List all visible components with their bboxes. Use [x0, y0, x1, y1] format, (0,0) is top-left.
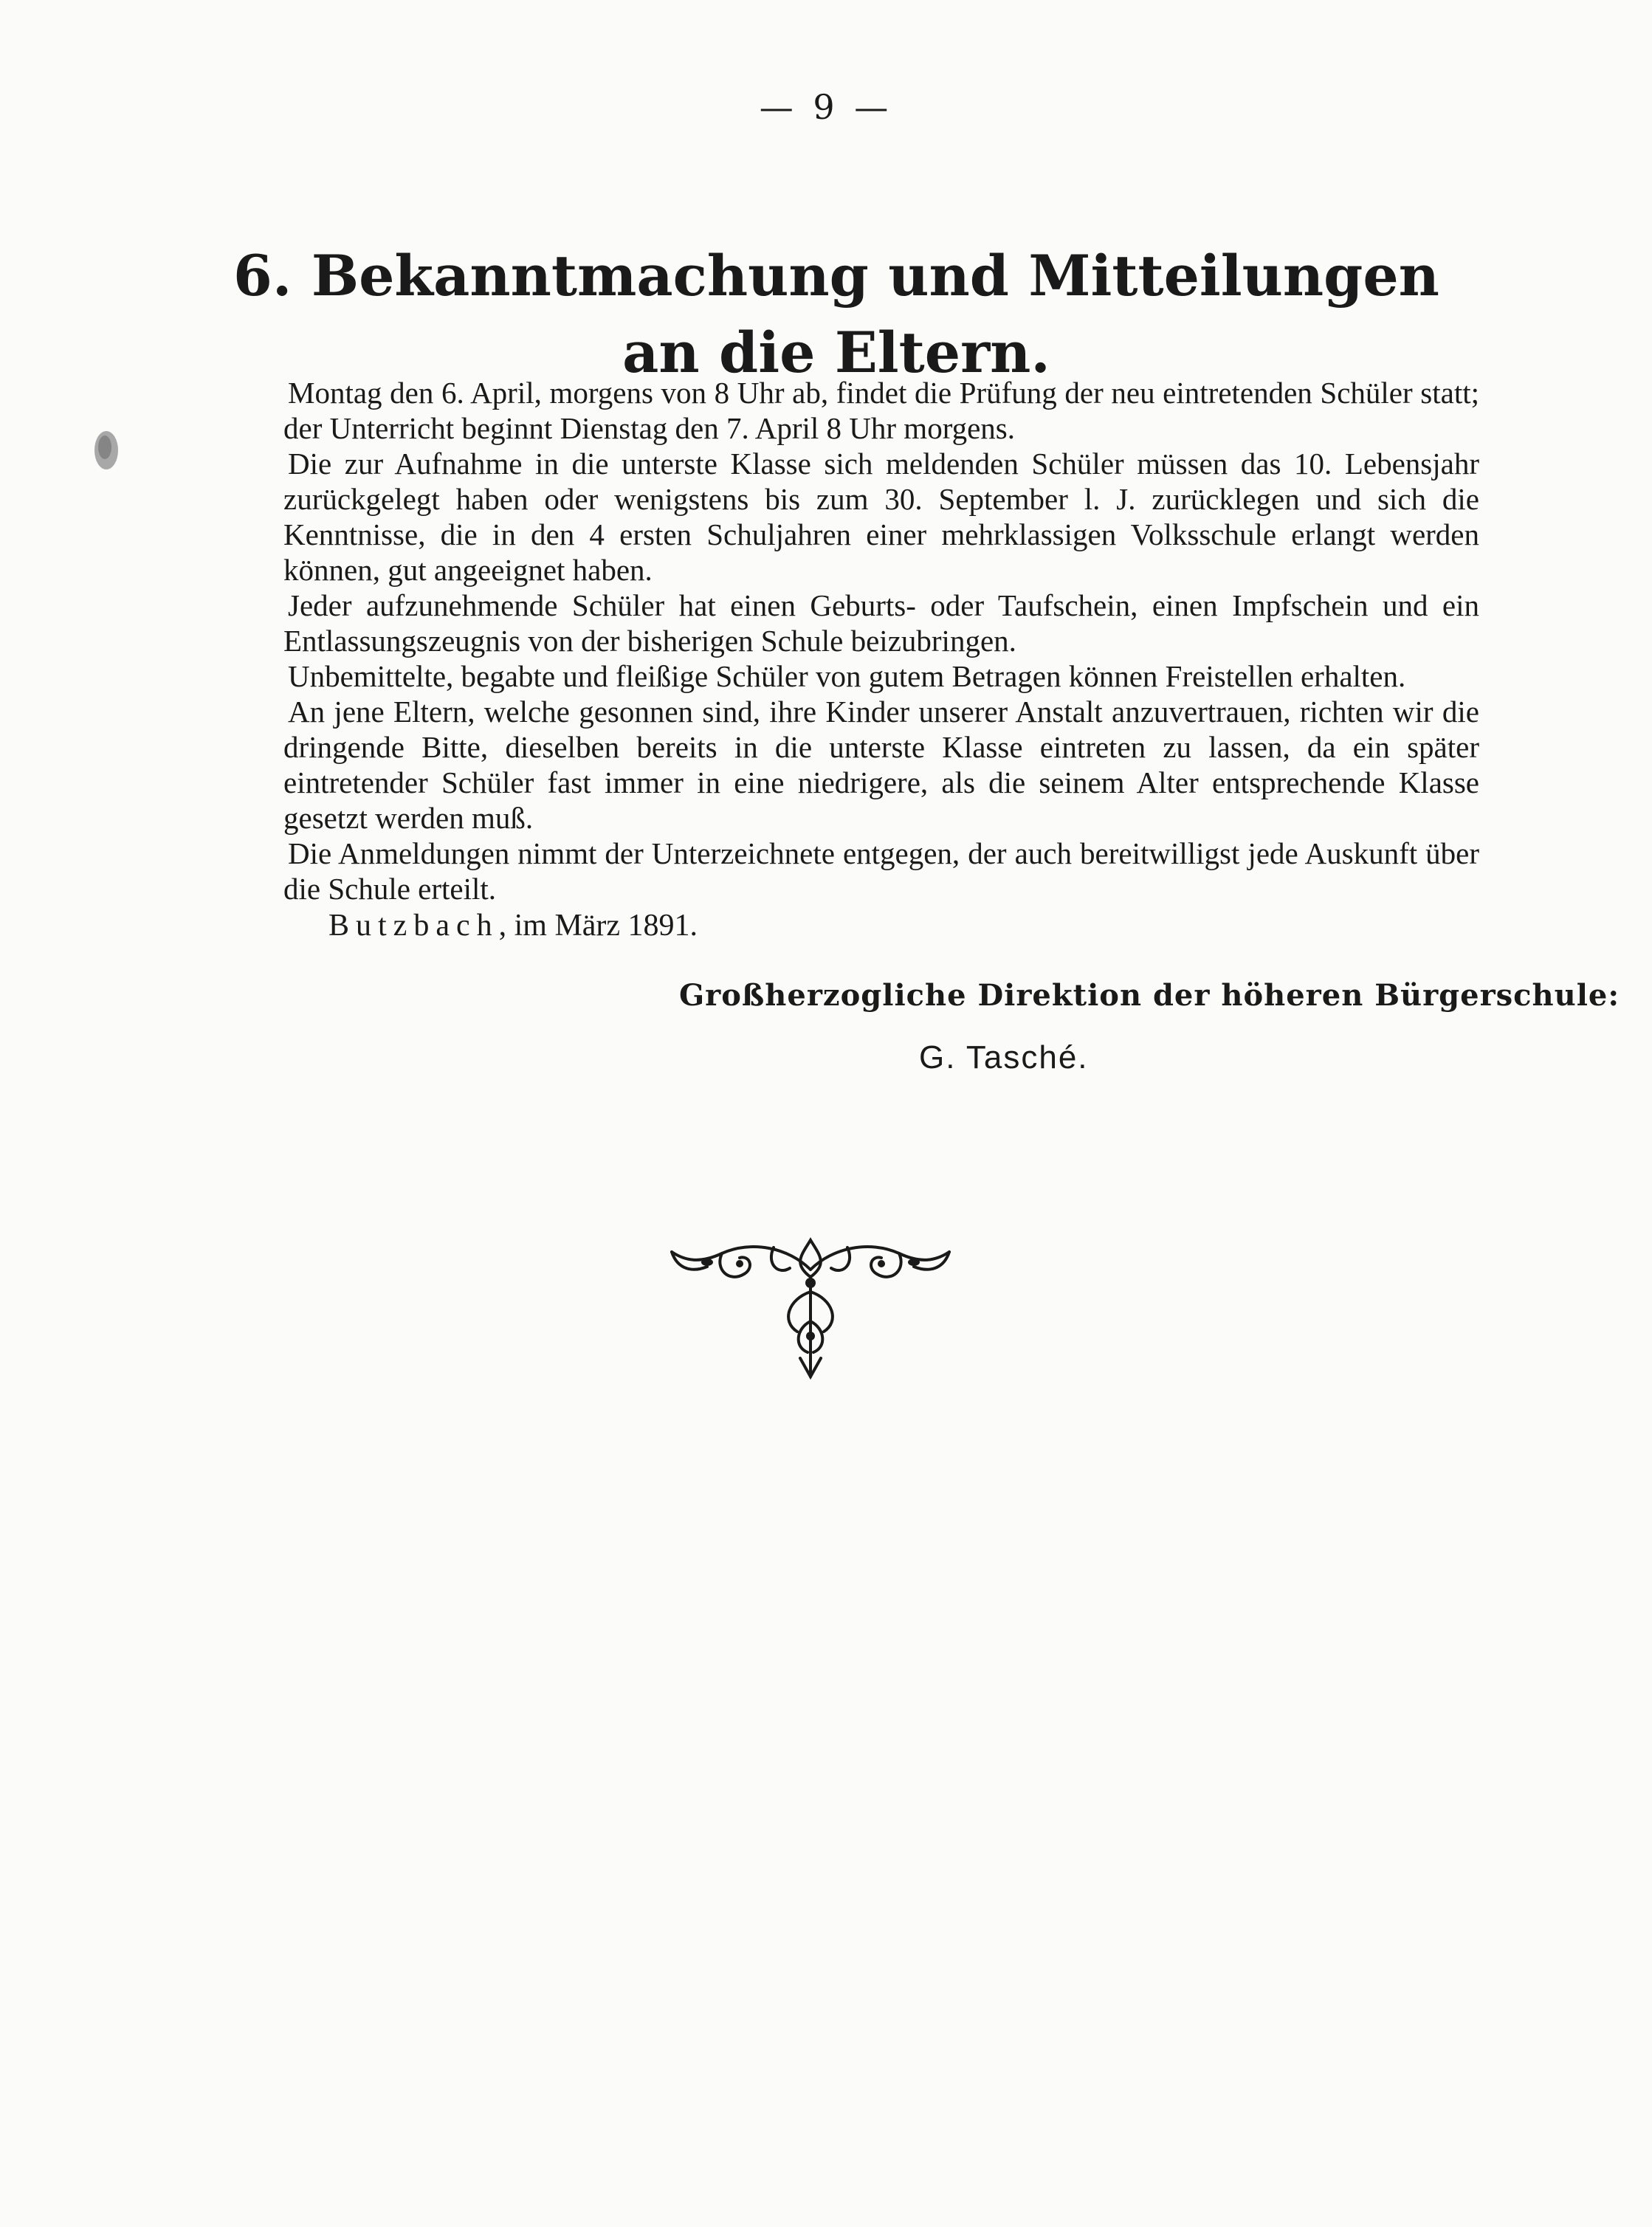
heading-line-1: 6. Bekanntmachung und Mitteilungen — [233, 243, 1439, 309]
date-text: , im März 1891. — [498, 909, 698, 943]
signature-name: G. Tasché. — [919, 1039, 1089, 1075]
page-number: — 9 — — [759, 87, 893, 127]
ink-smudge-icon — [90, 427, 123, 472]
paragraph-admission-requirements: Die zur Aufnahme in die unterste Klasse sich meldenden Schüler müssen das 10. Lebensjahr zurückgelegt haben oder wenigstens bis zum 30. September l. J. zurücklegen und sich die Kenntnisse, die in den 4 ersten Schuljahren einer mehrklassigen Volksschule erlangt werden können, gut angeeignet haben. — [283, 447, 1479, 587]
section-heading — [190, 238, 1482, 391]
paragraph-registration: Die Anmeldungen nimmt der Unterzeichnete entgegen, der auch bereitwilligst jede Auskunft über die Schule erteilt. — [283, 836, 1479, 906]
issuing-authority: Großherzogliche Direktion der höheren Bürgerschule: — [679, 978, 1620, 1013]
floral-ornament-icon — [663, 1225, 958, 1388]
paragraph-exam-date: Montag den 6. April, morgens von 8 Uhr ab, findet die Prüfung der neu eintretenden Schüler statt; der Unterricht beginnt Dienstag den 7. April 8 Uhr morgens. — [283, 376, 1479, 445]
place-and-date — [328, 908, 698, 943]
paragraph-free-places: Unbemittelte, begabte und fleißige Schüler von gutem Betragen können Freistellen erhalten. — [288, 659, 1406, 693]
heading-line-2: an die Eltern. — [622, 320, 1050, 385]
paragraph-required-documents: Jeder aufzunehmende Schüler hat einen Geburts- oder Taufschein, einen Impfschein und ein Entlassungszeugnis von der bisherigen Schule beizubringen. — [283, 588, 1479, 658]
place-name: Butzbach — [328, 909, 499, 943]
notice-body — [283, 375, 1479, 906]
paragraph-request-to-parents: An jene Eltern, welche gesonnen sind, ihre Kinder unserer Anstalt anzuvertrauen, richten wir die dringende Bitte, dieselben bereits in die unterste Klasse eintreten zu lassen, da ein später eintretender Schüler fast immer in eine niedrigere, als die seinem Alter entsprechende Klasse gesetzt werden muß. — [283, 695, 1479, 835]
